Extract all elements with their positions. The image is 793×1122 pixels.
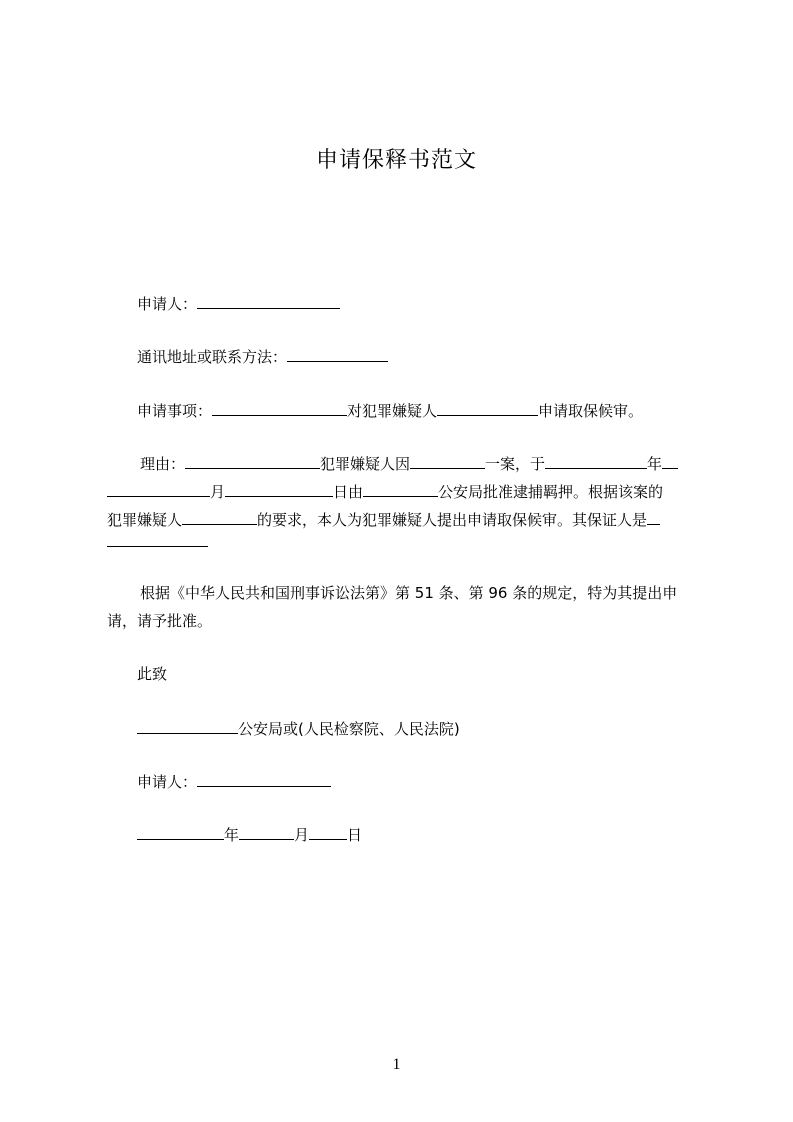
reason-text-4: 犯罪嫌疑人 (107, 511, 183, 529)
reason-blank-5 (107, 481, 210, 497)
date-line (137, 824, 362, 845)
reason-text-day: 日由 (333, 483, 364, 501)
reason-line-4 (107, 531, 208, 552)
reason-blank-4 (662, 453, 678, 469)
matter-label: 申请事项： (137, 402, 213, 420)
reason-text-3: 公安局批准逮捕羁押。根据该案的 (438, 483, 664, 501)
legal-basis-line-1: 根据《中华人民共和国刑事诉讼法第》第 51 条、第 96 条的规定，特为其提出申 (140, 584, 678, 602)
contact-blank (287, 346, 388, 362)
reason-blank-7 (363, 481, 438, 497)
date-day-blank (309, 824, 347, 840)
reason-blank-9 (647, 509, 660, 525)
legal-basis-line-2: 请，请予批准。 (107, 612, 213, 630)
contact-label: 通讯地址或联系方法： (137, 348, 288, 366)
sign-applicant-label: 申请人： (137, 773, 198, 791)
date-year-label: 年 (224, 826, 240, 844)
reason-blank-8 (182, 509, 257, 525)
reason-label: 理由： (140, 455, 186, 473)
recipient-blank (137, 718, 238, 734)
applicant-label: 申请人： (137, 295, 198, 313)
sign-applicant-blank (197, 771, 331, 787)
matter-blank-1 (212, 400, 347, 416)
reason-text-1: 犯罪嫌疑人因 (320, 455, 411, 473)
reason-blank-1 (185, 453, 320, 469)
page-number: 1 (392, 1056, 401, 1073)
sign-applicant-line (137, 771, 331, 792)
recipient-line (137, 718, 460, 739)
matter-text-3: 申请取保候审。 (538, 402, 644, 420)
matter-line (137, 400, 643, 421)
reason-blank-6 (225, 481, 333, 497)
reason-line-1 (140, 453, 678, 474)
contact-line (137, 346, 388, 367)
reason-line-2 (107, 481, 663, 502)
reason-text-5: 的要求，本人为犯罪嫌疑人提出申请取保候审。其保证人是 (257, 511, 648, 529)
applicant-line (137, 293, 340, 314)
reason-text-2: 一案，于 (485, 455, 546, 473)
reason-blank-3 (545, 453, 647, 469)
salutation: 此致 (137, 665, 168, 683)
recipient-text: 公安局或(人民检察院、人民法院) (238, 720, 460, 738)
matter-text-2: 对犯罪嫌疑人 (347, 402, 438, 420)
date-month-label: 月 (294, 826, 310, 844)
reason-text-month: 月 (210, 483, 226, 501)
reason-text-year: 年 (647, 455, 663, 473)
applicant-blank (197, 293, 340, 309)
matter-blank-2 (437, 400, 538, 416)
date-year-blank (137, 824, 224, 840)
document-title: 申请保释书范文 (315, 148, 477, 173)
guarantor-blank (107, 531, 208, 547)
reason-line-3 (107, 509, 660, 530)
date-day-label: 日 (347, 826, 363, 844)
date-month-blank (239, 824, 294, 840)
reason-blank-2 (410, 453, 485, 469)
